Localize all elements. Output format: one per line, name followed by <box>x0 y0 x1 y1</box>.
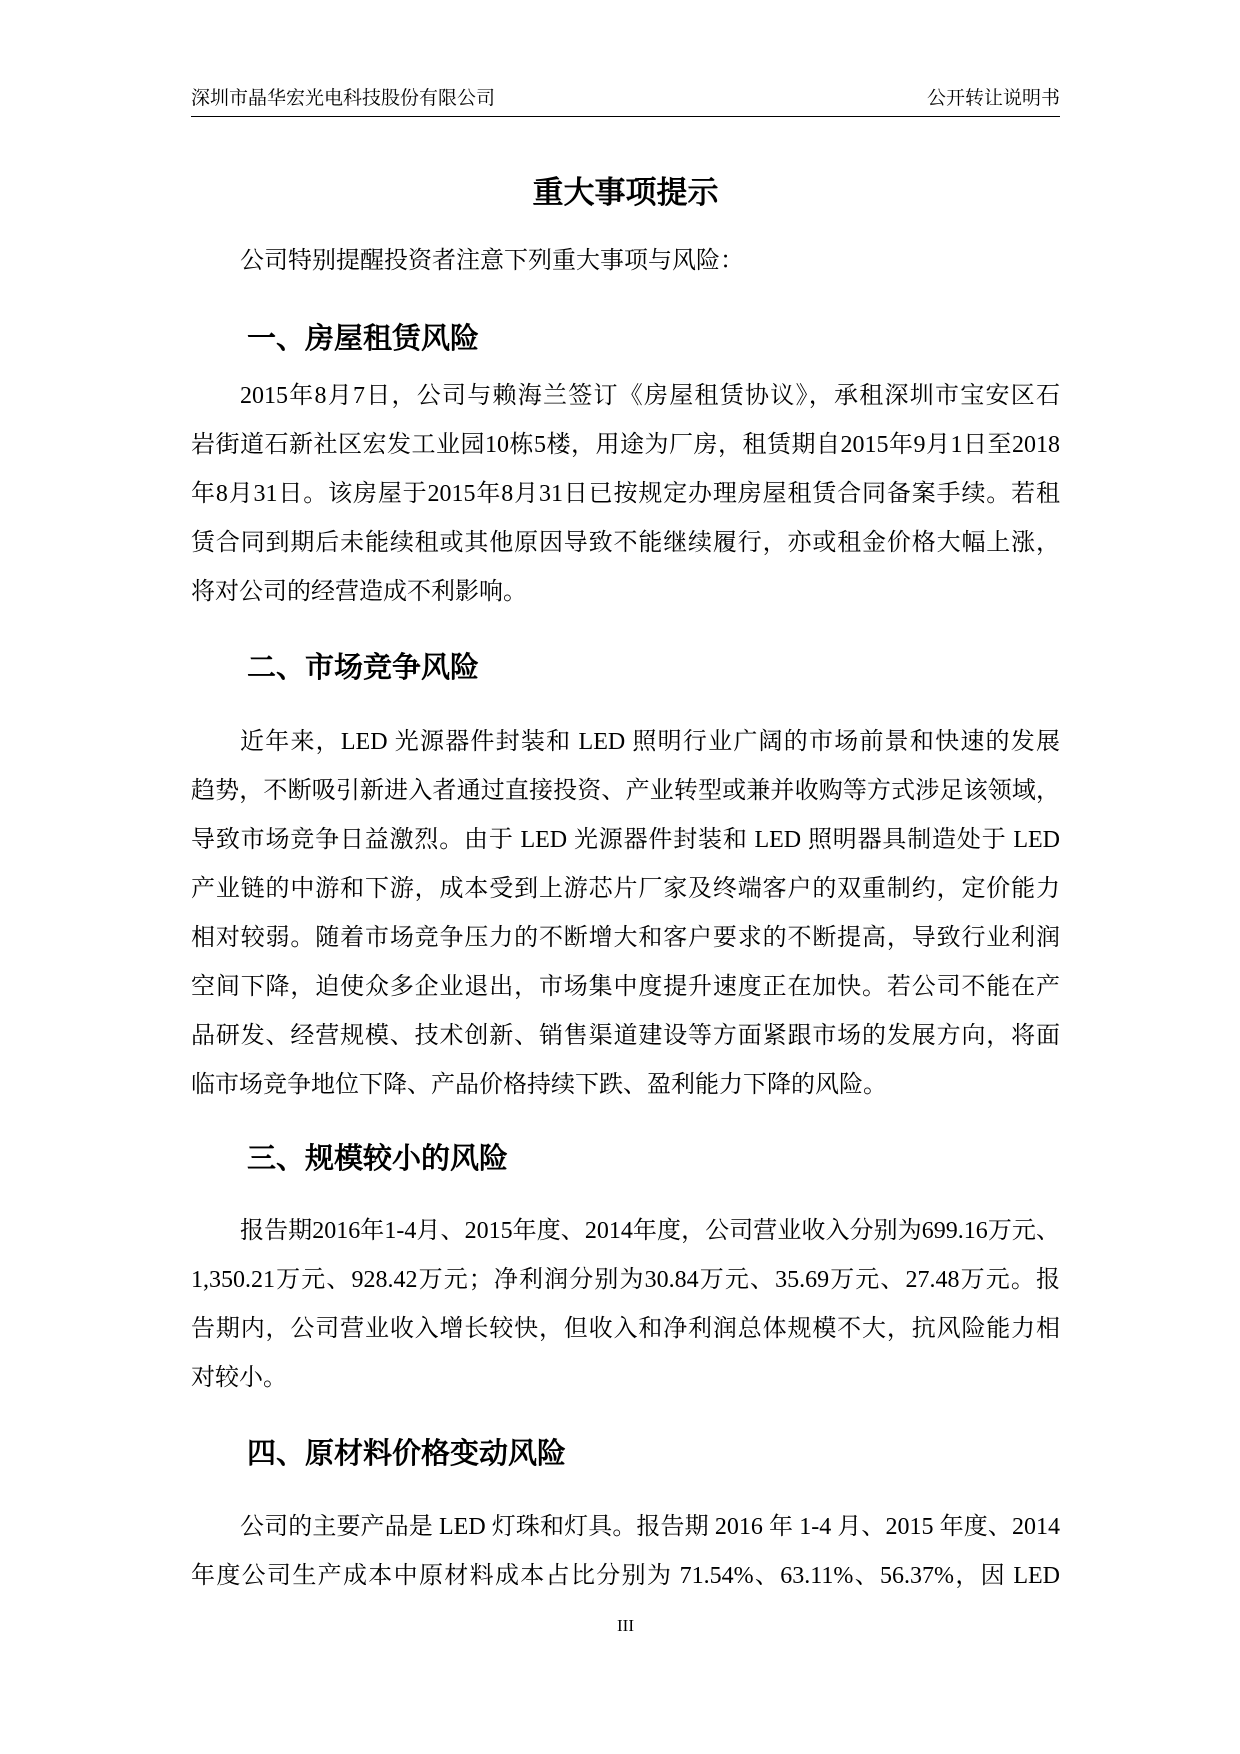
intro-paragraph: 公司特别提醒投资者注意下列重大事项与风险： <box>240 248 744 274</box>
text-line: 对较小。 <box>191 1365 287 1391</box>
text-line: 1,350.21万元、928.42万元；净利润分别为30.84万元、35.69万元、27.48万元。报 <box>191 1267 1060 1293</box>
text-line: 赁合同到期后未能续租或其他原因导致不能继续履行，亦或租金价格大幅上涨， <box>191 530 1060 556</box>
text-line: 年度公司生产成本中原材料成本占比分别为 71.54%、63.11%、56.37%，因 LED <box>191 1563 1060 1589</box>
text-line: 导致市场竞争日益激烈。由于 LED 光源器件封装和 LED 照明器具制造处于 LED <box>191 827 1060 853</box>
section-body-competition-risk <box>191 718 1060 1110</box>
page-number: III <box>617 1616 634 1635</box>
text-line: 相对较弱。随着市场竞争压力的不断增大和客户要求的不断提高，导致行业利润 <box>191 925 1060 951</box>
text-line: 近年来，LED 光源器件封装和 LED 照明行业广阔的市场前景和快速的发展 <box>240 729 1060 755</box>
section-body-scale-risk <box>191 1207 1060 1403</box>
page-header <box>191 86 1060 117</box>
text-line: 公司的主要产品是 LED 灯珠和灯具。报告期 2016 年 1-4 月、2015 年度、2014 <box>240 1514 1060 1540</box>
text-line: 年8月31日。该房屋于2015年8月31日已按规定办理房屋租赁合同备案手续。若租 <box>191 481 1060 507</box>
header-company-name: 深圳市晶华宏光电科技股份有限公司 <box>191 88 496 109</box>
text-line: 品研发、经营规模、技术创新、销售渠道建设等方面紧跟市场的发展方向，将面 <box>191 1023 1060 1049</box>
text-line: 产业链的中游和下游，成本受到上游芯片厂家及终端客户的双重制约，定价能力 <box>191 876 1060 902</box>
text-line: 将对公司的经营造成不利影响。 <box>191 579 527 605</box>
section-body-lease-risk <box>191 372 1060 617</box>
text-line: 临市场竞争地位下降、产品价格持续下跌、盈利能力下降的风险。 <box>191 1072 887 1098</box>
section-body-raw-material-risk <box>191 1503 1060 1601</box>
text-line: 岩街道石新社区宏发工业园10栋5楼，用途为厂房，租赁期自2015年9月1日至2018 <box>191 432 1060 458</box>
text-line: 告期内，公司营业收入增长较快，但收入和净利润总体规模不大，抗风险能力相 <box>191 1316 1060 1342</box>
section-heading-scale-risk: 三、规模较小的风险 <box>247 1143 509 1175</box>
section-heading-competition-risk: 二、市场竞争风险 <box>247 652 480 684</box>
text-line: 报告期2016年1-4月、2015年度、2014年度，公司营业收入分别为699.16万元、 <box>240 1218 1060 1244</box>
page-title: 重大事项提示 <box>532 175 719 210</box>
section-heading-lease-risk: 一、房屋租赁风险 <box>247 323 480 355</box>
text-line: 空间下降，迫使众多企业退出，市场集中度提升速度正在加快。若公司不能在产 <box>191 974 1060 1000</box>
text-line: 2015年8月7日，公司与赖海兰签订《房屋租赁协议》，承租深圳市宝安区石 <box>240 383 1060 409</box>
section-heading-raw-material-risk: 四、原材料价格变动风险 <box>247 1438 567 1470</box>
text-line: 趋势，不断吸引新进入者通过直接投资、产业转型或兼并收购等方式涉足该领域， <box>191 778 1060 804</box>
header-document-type: 公开转让说明书 <box>926 88 1060 109</box>
